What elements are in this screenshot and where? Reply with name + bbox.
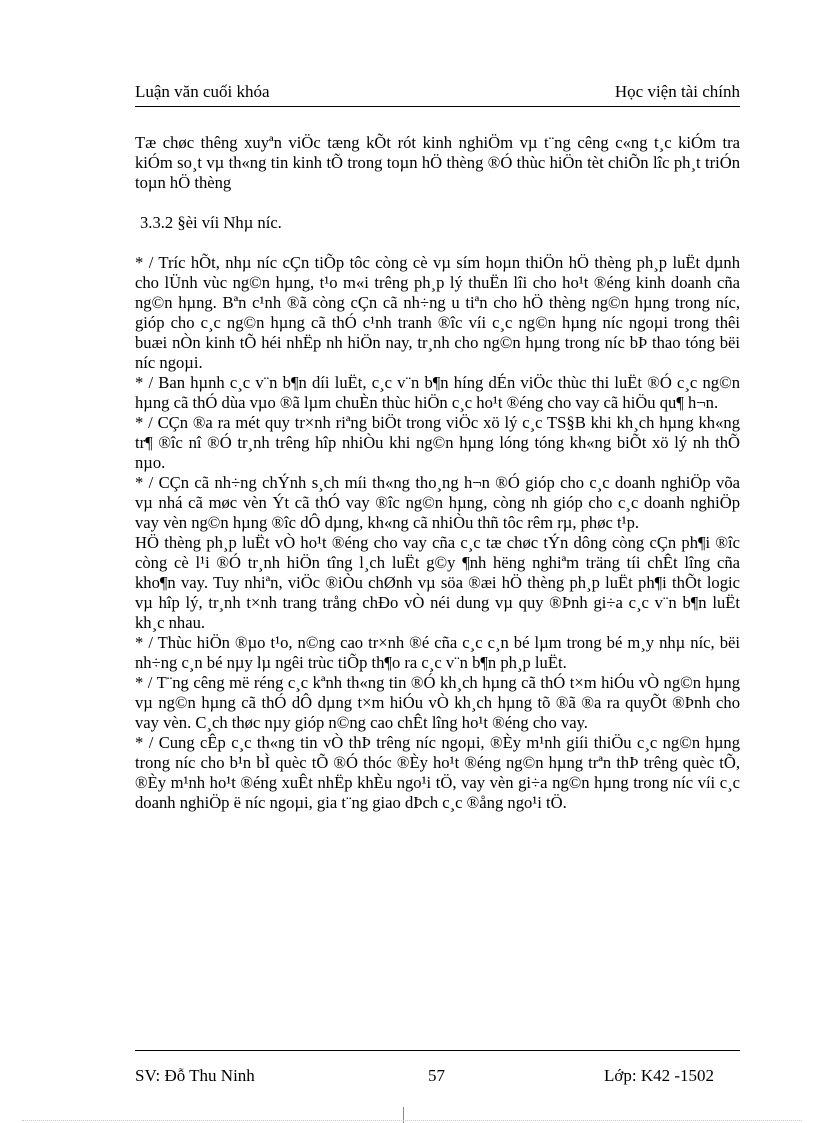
- header-title-left: Luận văn cuối khóa: [135, 82, 270, 101]
- paragraph-item: * / CÇn cã nh÷ng chÝnh s¸ch míi th«ng tho¸ng h¬n ®Ó gióp cho c¸c doanh nghiÖp võa vµ nhá cã møc vèn Ýt cã thÓ vay ®îc ng©n hµng, còng nh gióp cho c¸c doanh nghiÖp vay vèn ng©n hµng ®îc dÔ dµng, kh«ng cã nhiÒu thñ tôc rêm rµ, phøc t¹p.: [135, 473, 740, 532]
- paragraph-item: * / CÇn ®a ra mét quy tr×nh riªng biÖt trong viÖc xö lý c¸c TS§B khi kh¸ch hµng kh«ng tr¶ ®îc nî ®Ó tr¸nh trêng hîp nhiÒu khi ng©n hµng lóng tóng kh«ng biÕt xö lý nh thÕ nµo.: [135, 413, 740, 472]
- footer-divider: [135, 1050, 740, 1051]
- paragraph-item: * / Ban hµnh c¸c v¨n b¶n díi luËt, c¸c v¨n b¶n híng dÉn viÖc thùc thi luËt ®Ó c¸c ng©n hµng cã thÓ dùa vµo ®ã lµm chuÈn thùc hiÖn c¸c ho¹t ®éng cho vay cã hiÖu qu¶ h¬n.: [135, 373, 740, 412]
- footer-student: SV: Đỗ Thu Ninh: [135, 1066, 255, 1085]
- page-header: [135, 82, 740, 107]
- paragraph-item: HÖ thèng ph¸p luËt vÒ ho¹t ®éng cho vay cña c¸c tæ chøc tÝn dông còng cÇn ph¶i ®îc còng cè l¹i ®Ó tr¸nh hiÖn tîng l¸ch luËt g©y ¶nh hëng nghiªm träng tíi chÊt lîng cña kho¶n vay. Tuy nhiªn, viÖc ®iÒu chØnh vµ söa ®æi hÖ thèng ph¸p luËt ph¶i thÕt logic vµ hîp lý, tr¸nh t×nh trang trång chÐo vÒ néi dung vµ quy ®Þnh gi÷a c¸c v¨n b¶n luËt kh¸c nhau.: [135, 533, 740, 632]
- section-heading: 3.3.2 §èi víi Nhµ níc.: [140, 213, 282, 232]
- paragraph-item: * / Thùc hiÖn ®µo t¹o, n©ng cao tr×nh ®é cña c¸c c¸n bé lµm trong bé m¸y nhµ níc, bëi nh÷ng c¸n bé nµy lµ ngêi trùc tiÕp th¶o ra c¸c v¨n b¶n ph¸p luËt.: [135, 633, 740, 672]
- page-edge-divider: [22, 1120, 802, 1121]
- paragraph-item: * / Cung cÊp c¸c th«ng tin vÒ thÞ trêng níc ngoµi, ®Èy m¹nh giíi thiÖu c¸c ng©n hµng trong níc cho b¹n bÌ quèc tÕ ®Ó thóc ®Èy ho¹t ®éng ng©n hµng trªn thÞ trêng quèc tÕ, ®Èy m¹nh ho¹t ®éng xuÊt nhËp khÈu ngo¹i tÖ, vay vèn gi÷a ng©n hµng trong níc víi c¸c doanh nghiÖp ë níc ngoµi, gia t¨ng giao dÞch c¸c ®ång ngo¹i tÖ.: [135, 733, 740, 812]
- document-body: [135, 133, 740, 813]
- paragraph-intro: Tæ chøc thêng xuyªn viÖc tæng kÕt rót kinh nghiÖm vµ t¨ng cêng c«ng t¸c kiÓm tra kiÓm so¸t vµ th«ng tin kinh tÕ trong toµn hÖ thèng ®Ó thùc hiÖn tèt chiÕn lîc ph¸t triÓn toµn hÖ thèng: [135, 133, 740, 192]
- footer-class: Lớp: K42 -1502: [604, 1066, 715, 1085]
- paragraph-item: * / T¨ng cêng më réng c¸c kªnh th«ng tin ®Ó kh¸ch hµng cã thÓ t×m hiÓu vÒ ng©n hµng vµ ng©n hµng cã thÓ dÔ dµng t×m hiÓu vÒ kh¸ch hµng tõ ®ã ®a ra quyÕt ®Þnh cho vay vèn. C¸ch thøc nµy gióp n©ng cao chÊt lîng ho¹t ®éng cho vay.: [135, 673, 740, 732]
- header-title-right: Học viện tài chính: [614, 82, 740, 101]
- paragraph-item: * / Tríc hÕt, nhµ níc cÇn tiÕp tôc còng cè vµ sím hoµn thiÖn hÖ thèng ph¸p luËt dµnh cho lÜnh vùc ng©n hµng, t¹o m«i trêng ph¸p lý thuËn lîi cho ho¹t ®éng kinh doanh cña ng©n hµng. Bªn c¹nh ®ã còng cÇn cã nh÷ng u tiªn cho hÖ thèng ng©n hµng trong níc, gióp cho c¸c ng©n hµng cã thÓ c¹nh tranh ®îc víi c¸c ng©n hµng níc ngoµi trong thêi buæi nÒn kinh tÕ héi nhËp nh hiÖn nay, tr¸nh cho ng©n hµng trong níc bÞ thao tóng bëi níc ngoµi.: [135, 253, 740, 372]
- page-number: 57: [428, 1066, 445, 1085]
